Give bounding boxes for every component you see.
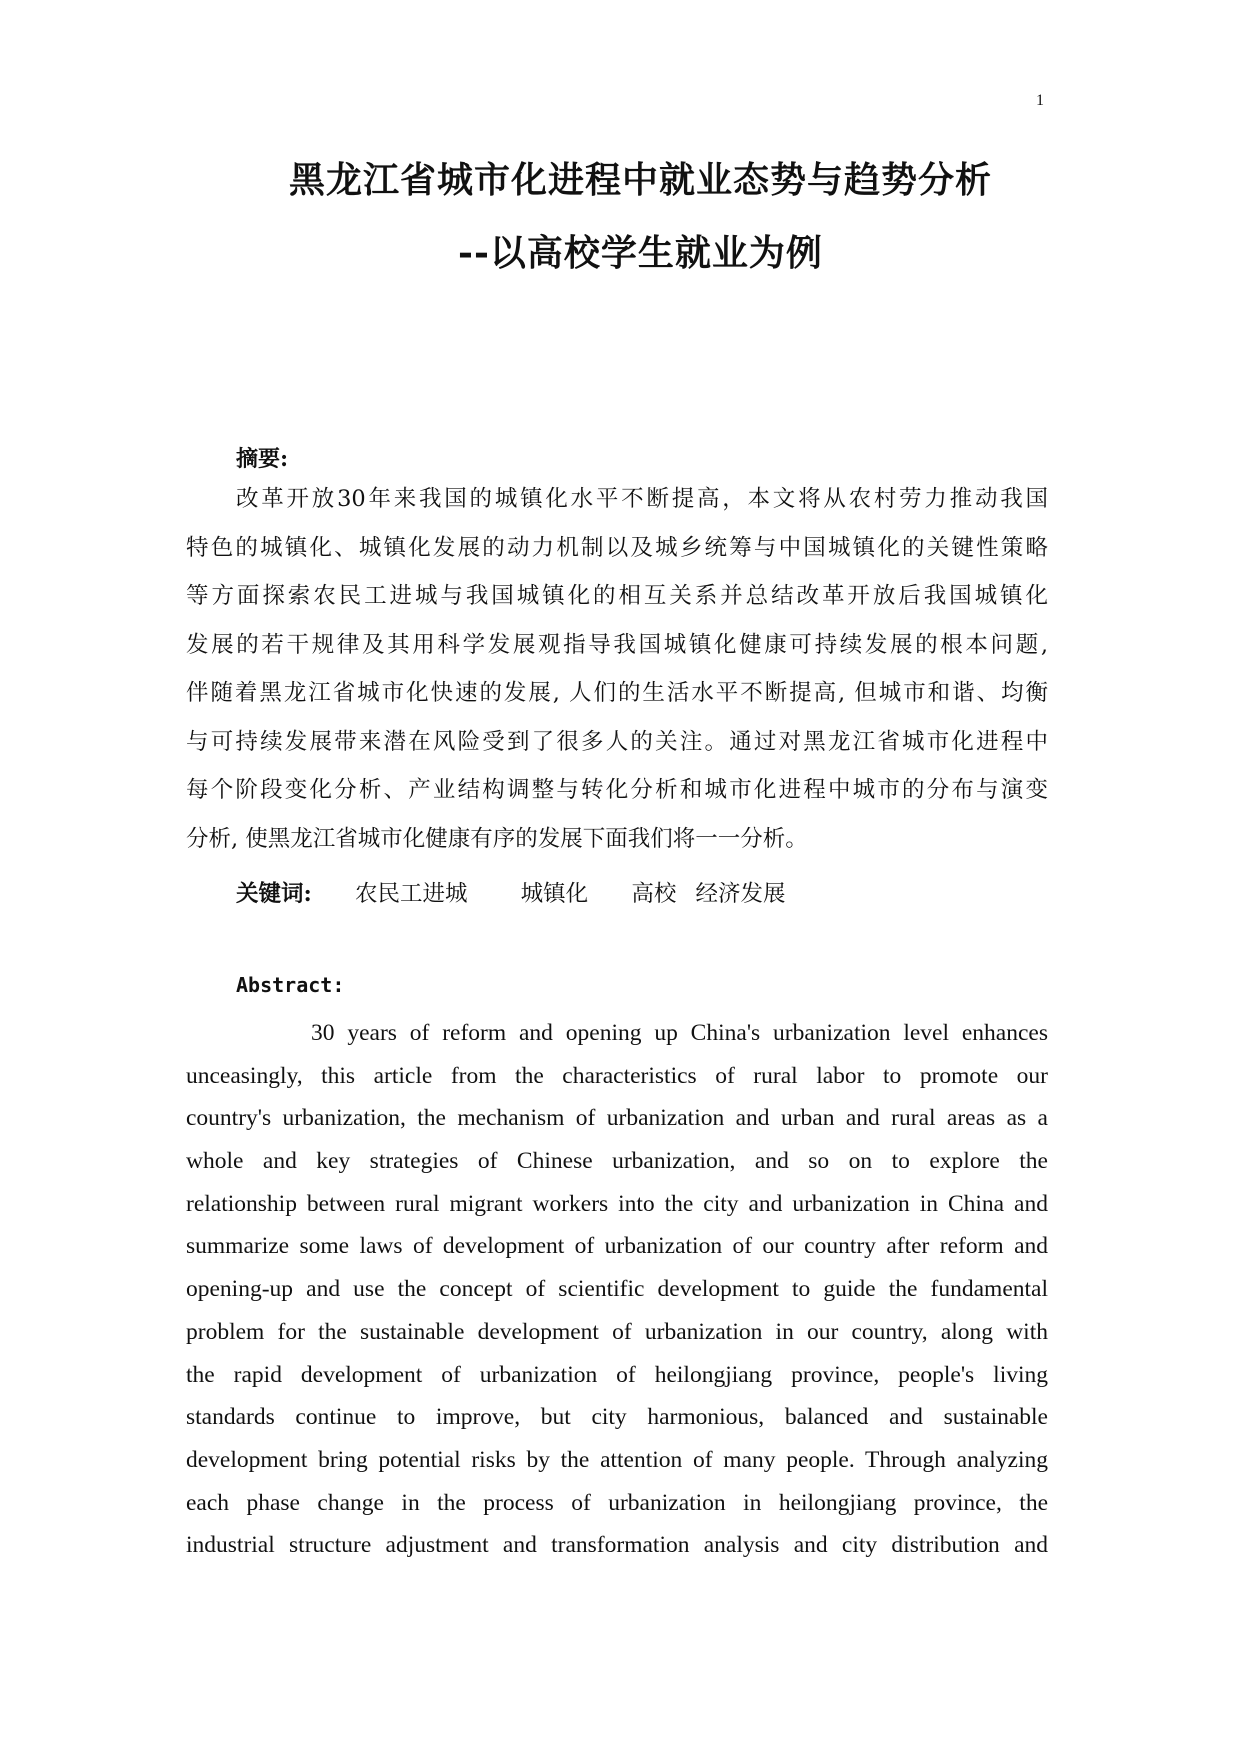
- chinese-abstract-line: 分析, 使黑龙江省城市化健康有序的发展下面我们将一一分析。: [186, 825, 808, 852]
- english-abstract-body: [186, 1018, 1048, 1573]
- document-subtitle: --以高校学生就业为例: [458, 232, 823, 274]
- chinese-abstract-line: 与可持续发展带来潜在风险受到了很多人的关注。通过对黑龙江省城市化进程中: [186, 728, 1048, 755]
- keyword: 农民工进城: [354, 881, 468, 907]
- chinese-abstract-line: 等方面探索农民工进城与我国城镇化的相互关系并总结改革开放后我国城镇化: [186, 583, 1048, 609]
- document-title: 黑龙江省城市化进程中就业态势与趋势分析: [288, 159, 992, 201]
- chinese-abstract-heading: 摘要:: [236, 446, 289, 472]
- english-abstract-line: summarize some laws of development of urbanization of our country after reform and: [186, 1233, 1048, 1260]
- chinese-abstract-body: [186, 484, 1048, 872]
- chinese-abstract-line: 特色的城镇化、城镇化发展的动力机制以及城乡统筹与中国城镇化的关键性策略: [186, 534, 1048, 561]
- keywords-label: 关键词:: [236, 881, 312, 907]
- english-abstract-line: 30 years of reform and opening up China's urbanization level enhances: [311, 1020, 1048, 1046]
- english-abstract-line: whole and key strategies of Chinese urbanization, and so on to explore the: [186, 1148, 1048, 1175]
- page-number: 1: [1036, 92, 1044, 109]
- english-abstract-line: standards continue to improve, but city harmonious, balanced and sustainable: [186, 1404, 1048, 1431]
- english-abstract-line: relationship between rural migrant workers into the city and urbanization in China and: [186, 1190, 1048, 1217]
- english-abstract-line: problem for the sustainable development of urbanization in our country, along with: [186, 1318, 1048, 1345]
- chinese-abstract-line: 发展的若干规律及其用科学发展观指导我国城镇化健康可持续发展的根本问题,: [186, 631, 1048, 658]
- chinese-abstract-line: 每个阶段变化分析、产业结构调整与转化分析和城市化进程中城市的分布与演变: [186, 777, 1048, 803]
- english-abstract-line: each phase change in the process of urbanization in heilongjiang province, the: [186, 1489, 1048, 1516]
- chinese-abstract-line: 改革开放30年来我国的城镇化水平不断提高，本文将从农村劳力推动我国: [236, 486, 1048, 512]
- english-abstract-line: development bring potential risks by the attention of many people. Through analyzing: [186, 1446, 1048, 1473]
- english-abstract-heading: Abstract:: [236, 973, 345, 997]
- keyword: 城镇化: [520, 881, 589, 907]
- chinese-abstract-line: 伴随着黑龙江省城市化快速的发展, 人们的生活水平不断提高, 但城市和谐、均衡: [186, 680, 1048, 706]
- english-abstract-line: country's urbanization, the mechanism of urbanization and urban and rural areas as a: [186, 1105, 1048, 1132]
- english-abstract-line: industrial structure adjustment and transformation analysis and city distribution and: [186, 1532, 1048, 1559]
- english-abstract-line: opening-up and use the concept of scientific development to guide the fundamental: [186, 1276, 1048, 1303]
- english-abstract-line: the rapid development of urbanization of heilongjiang province, people's living: [186, 1361, 1048, 1388]
- keyword: 经济发展: [695, 881, 786, 907]
- keywords-line: [236, 876, 786, 908]
- keyword: 高校: [631, 881, 677, 907]
- english-abstract-line: unceasingly, this article from the characteristics of rural labor to promote our: [186, 1062, 1048, 1089]
